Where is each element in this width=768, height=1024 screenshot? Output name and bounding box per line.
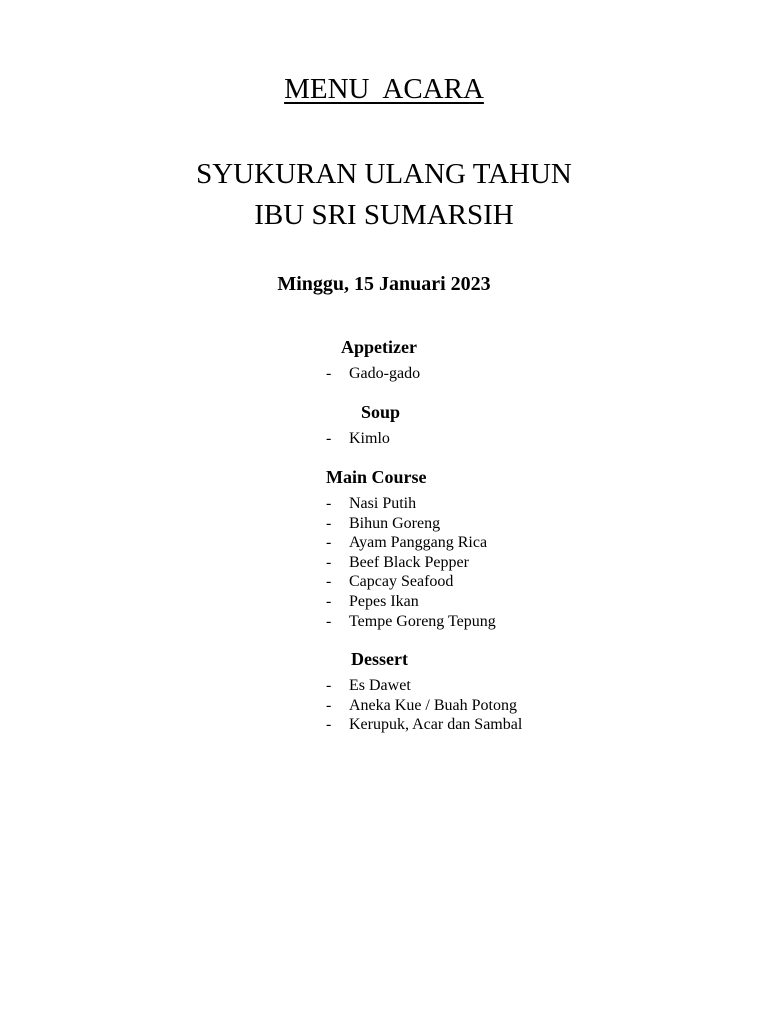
event-date: Minggu, 15 Januari 2023: [277, 273, 491, 295]
menu-item: [326, 429, 746, 449]
bullet-dash: -: [326, 514, 332, 532]
bullet-dash: -: [326, 592, 332, 610]
menu-item: [326, 494, 746, 514]
section-dessert: [326, 648, 746, 735]
section-soup: [326, 401, 746, 449]
section-title-main-course: Main Course: [326, 467, 427, 487]
menu-item: [326, 592, 746, 612]
section-title-soup: Soup: [361, 402, 401, 422]
menu-item-label: Kerupuk, Acar dan Sambal: [349, 716, 523, 734]
menu-item-label: Pepes Ikan: [349, 592, 419, 610]
bullet-dash: -: [326, 534, 332, 552]
section-appetizer: [326, 336, 746, 384]
menu-item-label: Es Dawet: [349, 677, 411, 694]
menu-item: [326, 553, 746, 573]
bullet-dash: -: [326, 553, 332, 571]
bullet-dash: -: [326, 612, 332, 630]
menu-item: [326, 715, 746, 735]
section-title-appetizer: Appetizer: [341, 337, 417, 357]
bullet-dash: -: [326, 716, 332, 734]
bullet-dash: -: [326, 430, 332, 447]
menu-item-label: Tempe Goreng Tepung: [349, 612, 496, 630]
menu-item-label: Bihun Goreng: [349, 514, 441, 532]
bullet-dash: -: [326, 677, 332, 694]
menu-item-label: Nasi Putih: [349, 495, 417, 512]
menu-item: [326, 696, 746, 716]
event-name-line-2: IBU SRI SUMARSIH: [254, 199, 514, 231]
document-title: MENU ACARA: [284, 73, 484, 105]
section-main-course: [326, 466, 746, 631]
menu-item: [326, 572, 746, 592]
bullet-dash: -: [326, 696, 332, 714]
menu-item-label: Aneka Kue / Buah Potong: [349, 696, 517, 714]
menu-item-label: Ayam Panggang Rica: [349, 534, 488, 552]
menu-item-label: Gado-gado: [349, 365, 421, 382]
event-name-line-1: SYUKURAN ULANG TAHUN: [196, 158, 572, 190]
section-title-dessert: Dessert: [351, 649, 408, 669]
menu-item-label: Capcay Seafood: [349, 573, 454, 591]
menu-item: [326, 612, 746, 632]
menu-item-label: Kimlo: [349, 430, 390, 447]
menu-item: [326, 533, 746, 553]
bullet-dash: -: [326, 573, 332, 591]
bullet-dash: -: [326, 495, 332, 512]
menu-item: [326, 514, 746, 534]
menu-item: [326, 364, 746, 384]
menu-item: [326, 676, 746, 696]
bullet-dash: -: [326, 365, 332, 382]
menu-item-label: Beef Black Pepper: [349, 553, 469, 571]
